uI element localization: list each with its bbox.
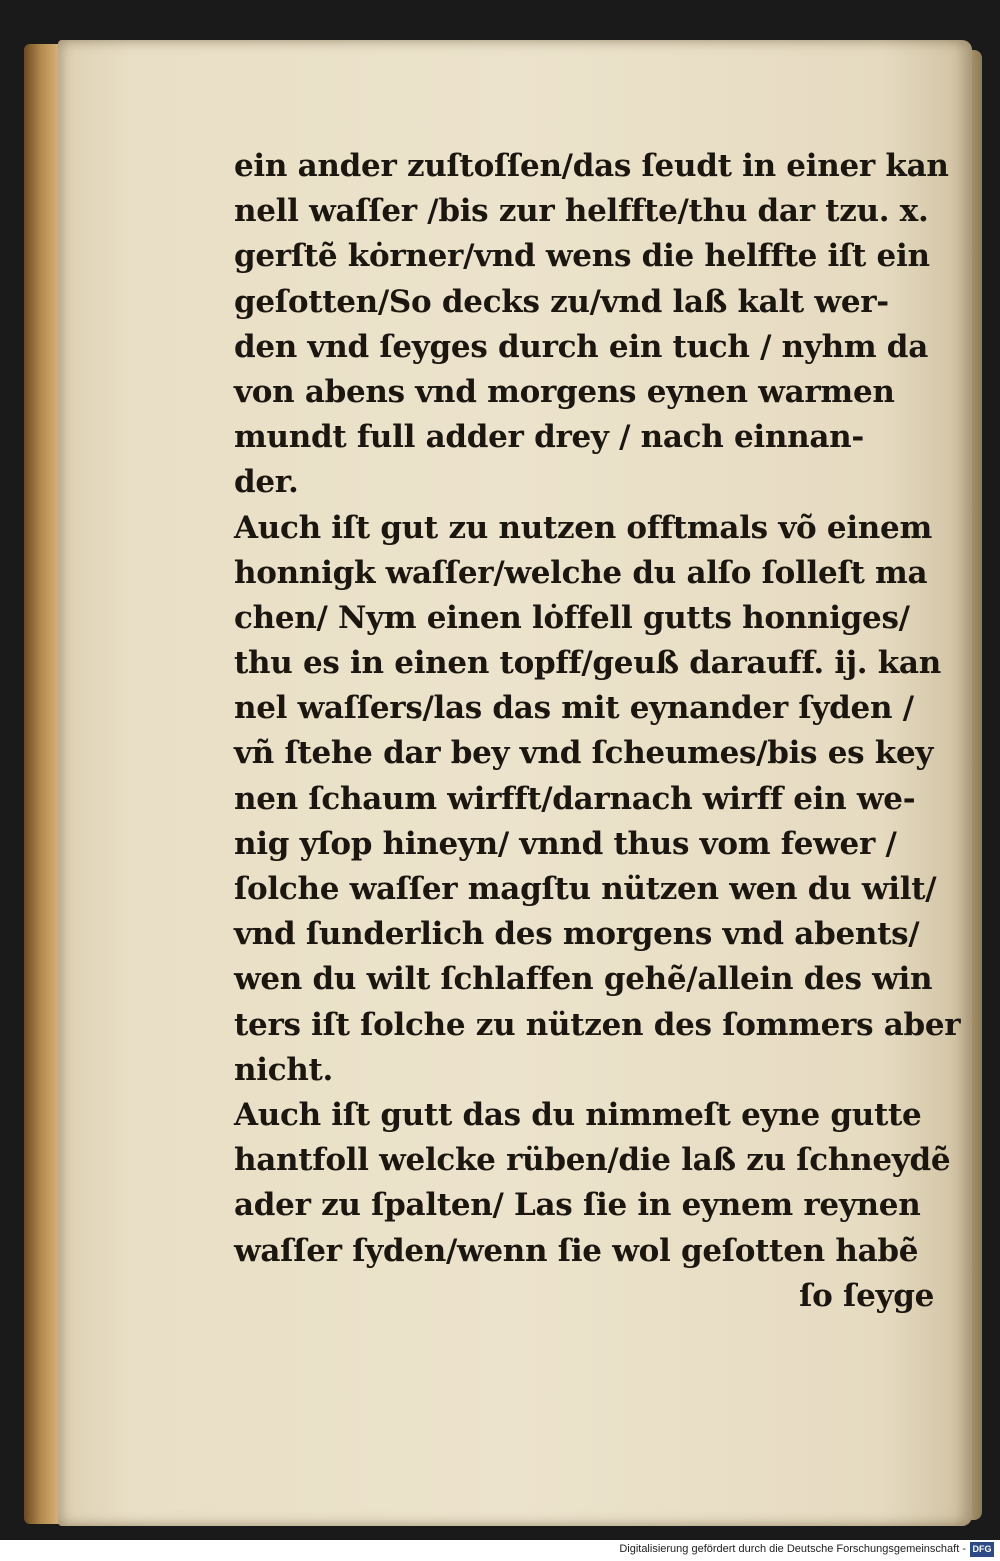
text-line: hantfoll welcke rüben/die laß zu ſchneydẽ	[234, 1142, 951, 1179]
page-text	[234, 144, 964, 1319]
catchword: ſo ſeyge	[799, 1277, 934, 1314]
text-line: mundt full adder drey / nach einnan-	[234, 419, 864, 456]
text-line: nel waſſers/las das mit eynander ſyden /	[234, 690, 914, 727]
text-line: nig yſop hineyn/ vnnd thus vom fewer /	[234, 825, 897, 862]
text-line: ters iſt ſolche zu nützen des ſommers aber	[234, 1006, 961, 1043]
text-line: vnd ſunderlich des morgens vnd abents/	[234, 916, 920, 953]
text-line: thu es in einen topff/geuß darauff. ij. kan	[234, 645, 941, 682]
text-line: chen/ Nym einen lȯffell gutts honniges/	[234, 599, 910, 636]
text-line: vñ ſtehe dar bey vnd ſcheumes/bis es key	[234, 735, 934, 772]
text-line: ader zu ſpalten/ Las ſie in eynem reynen	[234, 1187, 921, 1224]
text-line: nen ſchaum wirfft/darnach wirff ein we-	[234, 780, 916, 817]
digitization-credit: Digitalisierung gefördert durch die Deutsche Forschungsgemeinschaft -	[619, 1543, 966, 1555]
text-line: ein ander zuſtoſſen/das ſeudt in einer kan	[234, 148, 949, 184]
text-line: den vnd ſeyges durch ein tuch / nyhm da	[234, 328, 928, 365]
text-line: waſſer ſyden/wenn ſie wol geſotten habẽ	[234, 1232, 919, 1269]
text-line: geſotten/So decks zu/vnd laß kalt wer-	[234, 283, 889, 320]
text-line: honnigk waſſer/welche du alſo ſolleſt ma	[234, 554, 928, 591]
text-line: nicht.	[234, 1051, 334, 1088]
text-line: Auch iſt gut zu nutzen offtmals võ einem	[234, 509, 932, 546]
text-line: von abens vnd morgens eynen warmen	[234, 373, 895, 410]
text-line: nell waſſer /bis zur helffte/thu dar tzu. x.	[234, 193, 929, 230]
text-line: der.	[234, 464, 299, 501]
text-line: Auch iſt gutt das du nimmeſt eyne gutte	[234, 1096, 922, 1133]
text-line: wen du wilt ſchlaffen gehẽ/allein des win	[234, 961, 933, 998]
dfg-logo: DFG	[970, 1542, 994, 1557]
text-line: gerſtẽ kȯrner/vnd wens die helffte iſt ein	[234, 238, 930, 275]
text-line: ſolche waſſer magſtu nützen wen du wilt/	[234, 871, 937, 907]
